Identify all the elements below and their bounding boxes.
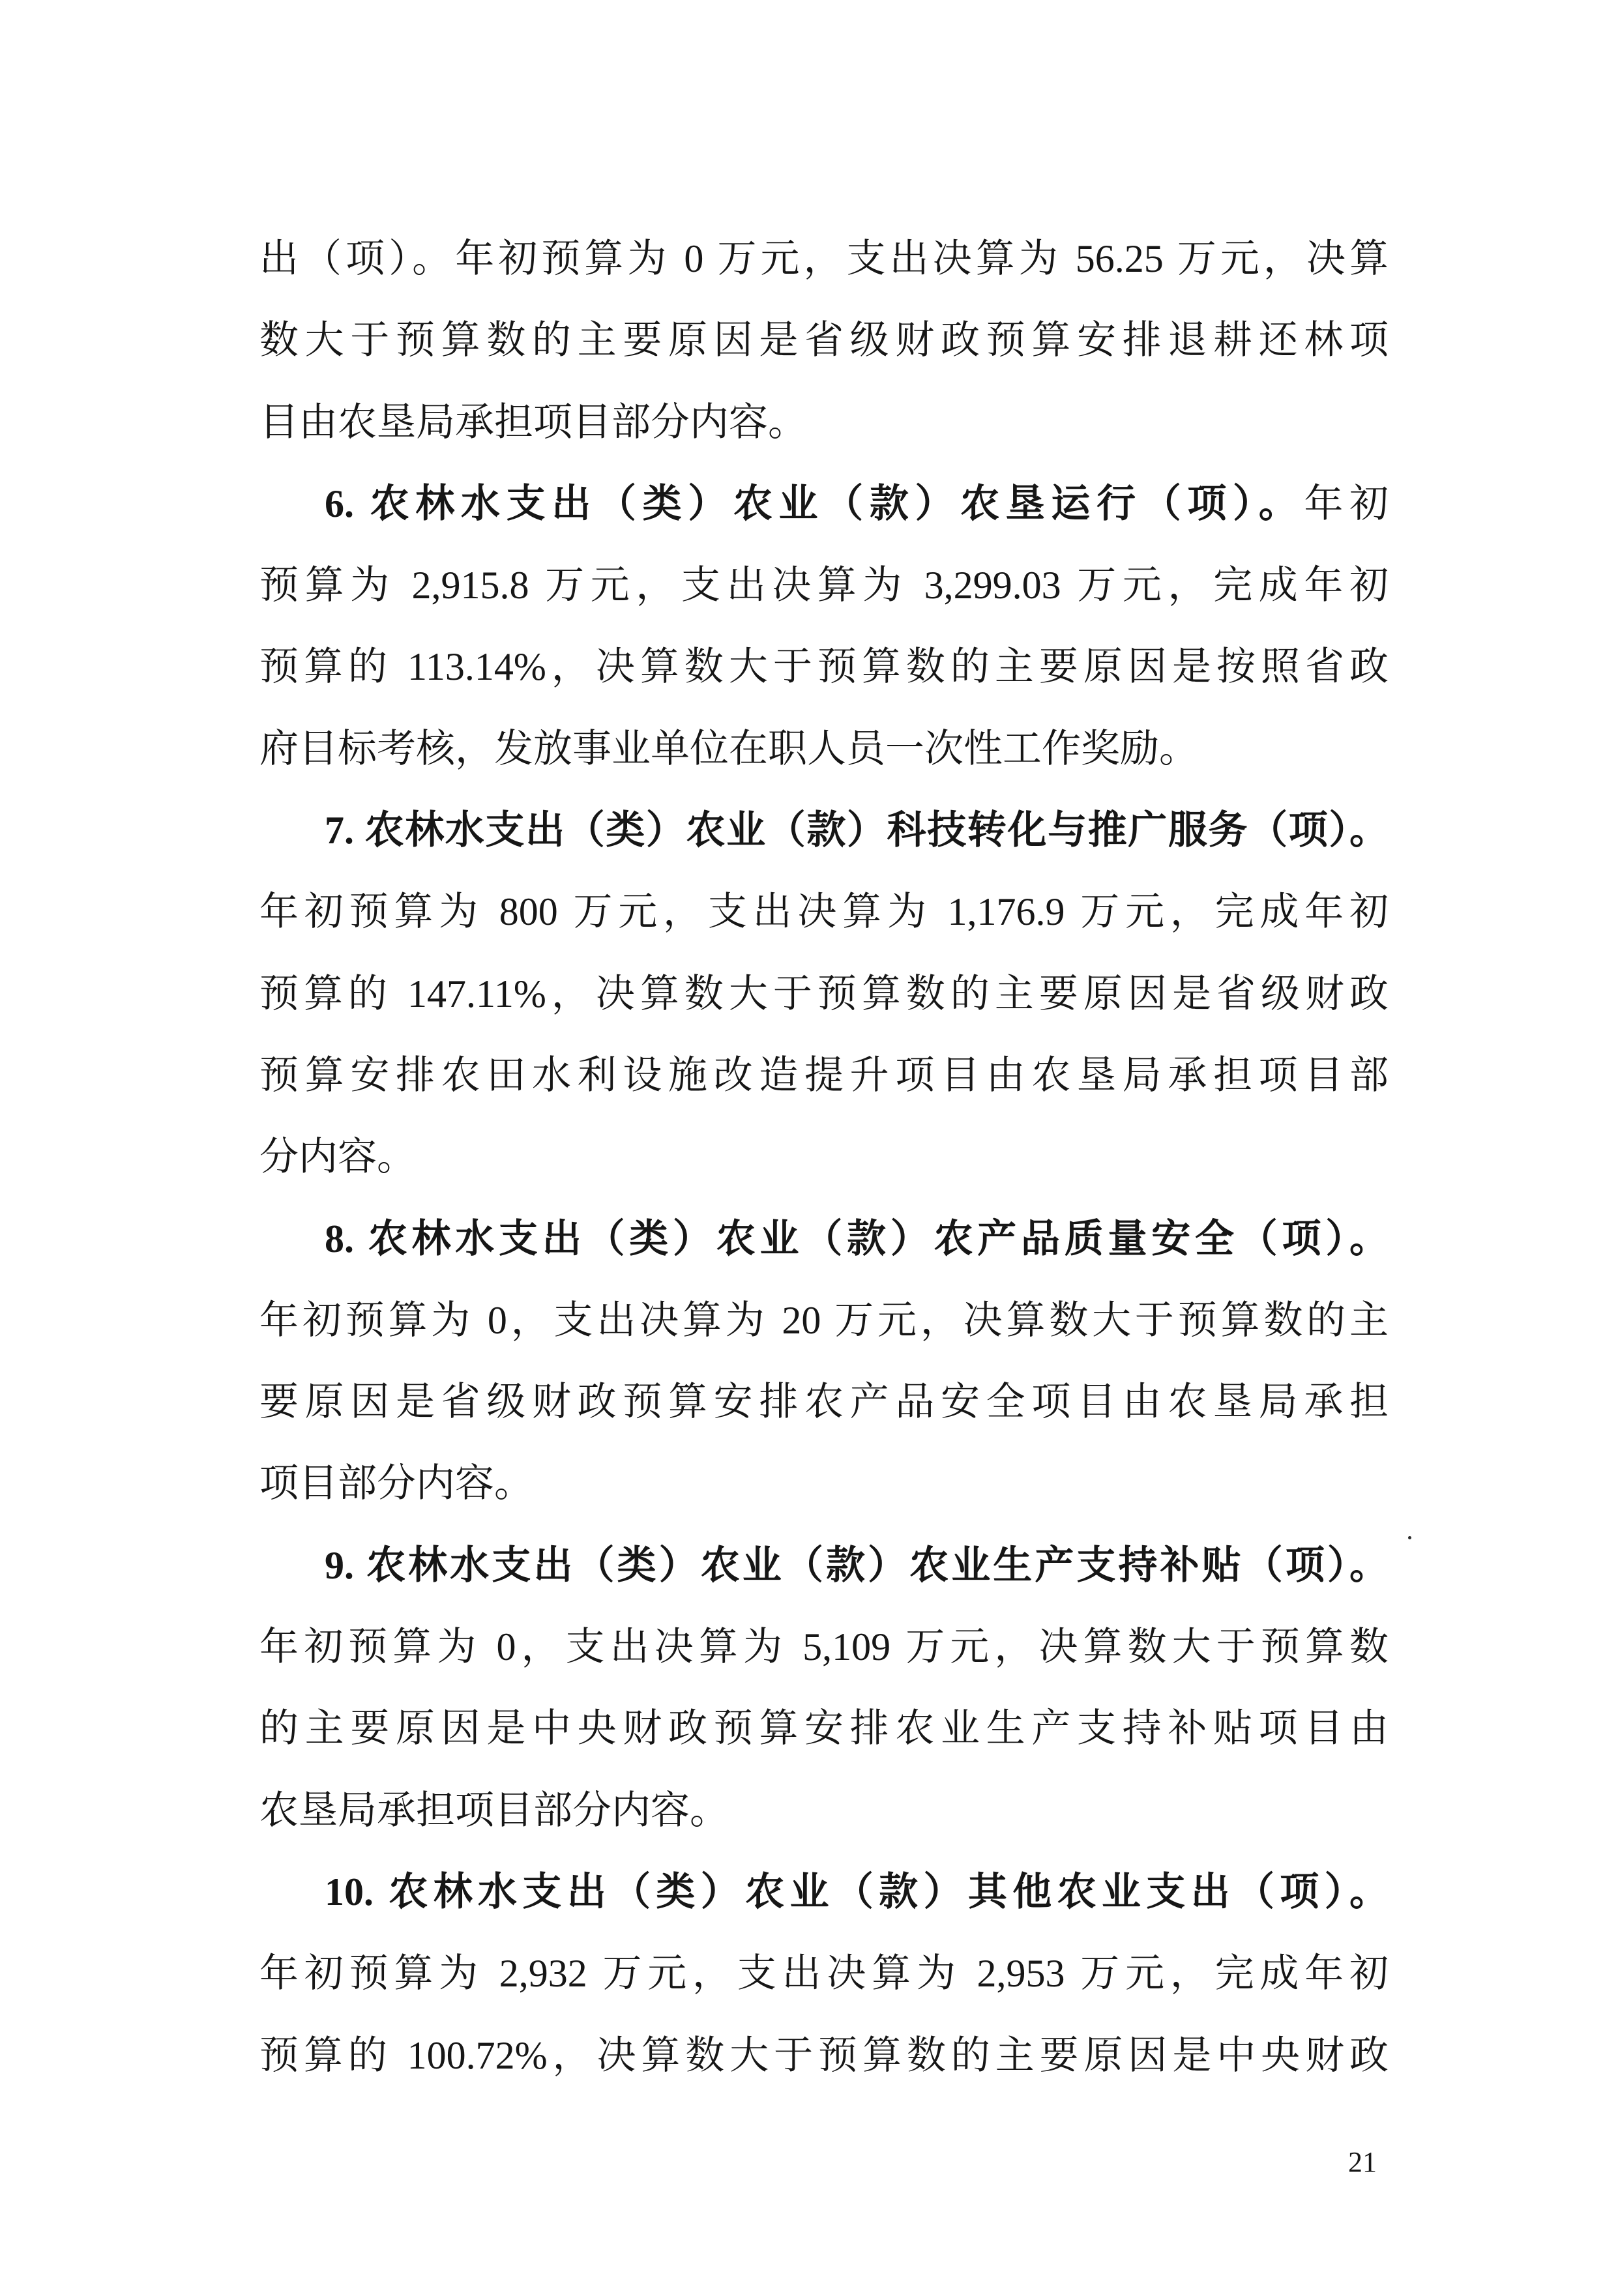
text-line-12 <box>259 1116 1389 1198</box>
heading-text: 8. 农林水支出（类）农业（款）农产品质量安全（项）。 <box>325 1217 1389 1260</box>
body-text: 预算为 2,915.8 万元，支出决算为 3,299.03 万元，完成年初 <box>259 564 1389 607</box>
body-text: 要原因是省级财政预算安排农产品安全项目由农垦局承担 <box>259 1380 1389 1424</box>
text-line-20 <box>259 1770 1389 1852</box>
scan-artifact-dot <box>1408 1536 1411 1539</box>
text-line-16 <box>259 1443 1389 1524</box>
body-text: 预算的 113.14%，决算数大于预算数的主要原因是按照省政 <box>259 645 1389 689</box>
text-line-19 <box>259 1688 1389 1769</box>
text-line-4 <box>259 463 1389 545</box>
body-text: 年初预算为 0，支出决算为 20 万元，决算数大于预算数的主 <box>259 1298 1389 1342</box>
heading-text: 9. 农林水支出（类）农业（款）农业生产支持补贴（项）。 <box>325 1543 1389 1587</box>
text-line-11 <box>259 1035 1389 1116</box>
text-line-23 <box>259 2015 1389 2097</box>
body-text: 预算的 100.72%，决算数大于预算数的主要原因是中央财政 <box>259 2033 1389 2077</box>
text-line-21 <box>259 1852 1389 1933</box>
text-line-17 <box>259 1525 1389 1606</box>
body-text: 目由农垦局承担项目部分内容。 <box>259 400 807 444</box>
text-line-14 <box>259 1280 1389 1361</box>
body-text: 年初预算为 800 万元，支出决算为 1,176.9 万元，完成年初 <box>259 890 1389 934</box>
text-line-6 <box>259 626 1389 708</box>
text-line-1 <box>259 218 1389 300</box>
text-line-3 <box>259 382 1389 463</box>
body-text: 年初预算为 0，支出决算为 5,109 万元，决算数大于预算数 <box>259 1625 1389 1669</box>
text-line-2 <box>259 300 1389 381</box>
text-line-9 <box>259 871 1389 953</box>
text-line-15 <box>259 1361 1389 1443</box>
text-line-8 <box>259 790 1389 871</box>
text-line-22 <box>259 1933 1389 2014</box>
body-text: 年初预算为 2,932 万元，支出决算为 2,953 万元，完成年初 <box>259 1952 1389 1996</box>
heading-text: 6. 农林水支出（类）农业（款）农垦运行（项）。 <box>325 482 1304 525</box>
body-text: 年初 <box>1304 482 1389 525</box>
body-text: 项目部分内容。 <box>259 1462 533 1505</box>
body-text: 分内容。 <box>259 1135 416 1179</box>
heading-text: 7. 农林水支出（类）农业（款）科技转化与推广服务（项）。 <box>325 809 1389 852</box>
text-line-18 <box>259 1606 1389 1688</box>
document-body <box>259 218 1389 2097</box>
heading-text: 10. 农林水支出（类）农业（款）其他农业支出（项）。 <box>325 1870 1389 1913</box>
text-line-10 <box>259 953 1389 1035</box>
body-text: 数大于预算数的主要原因是省级财政预算安排退耕还林项 <box>259 319 1389 362</box>
text-line-5 <box>259 545 1389 626</box>
body-text: 的主要原因是中央财政预算安排农业生产支持补贴项目由 <box>259 1707 1389 1751</box>
text-line-13 <box>259 1199 1389 1280</box>
body-text: 农垦局承担项目部分内容。 <box>259 1788 729 1832</box>
body-text: 预算的 147.11%，决算数大于预算数的主要原因是省级财政 <box>259 972 1389 1015</box>
body-text: 预算安排农田水利设施改造提升项目由农垦局承担项目部 <box>259 1053 1389 1097</box>
body-text: 府目标考核，发放事业单位在职人员一次性工作奖励。 <box>259 727 1198 770</box>
body-text: 出（项）。年初预算为 0 万元，支出决算为 56.25 万元，决算 <box>259 237 1389 280</box>
text-line-7 <box>259 708 1389 790</box>
page-number: 21 <box>1348 2146 1377 2178</box>
